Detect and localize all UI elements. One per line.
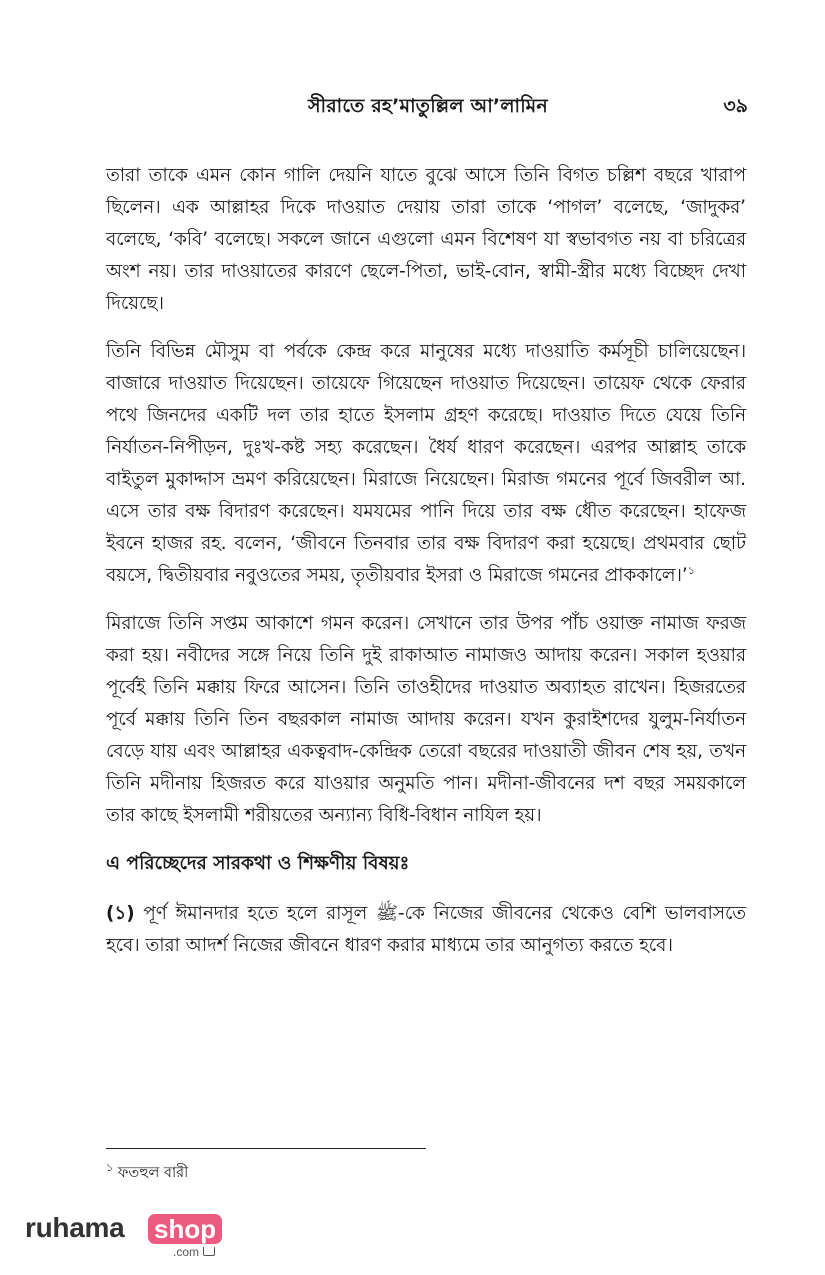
footnote-divider	[106, 1148, 426, 1149]
paragraph-2-text: তিনি বিভিন্ন মৌসুম বা পর্বকে কেন্দ্র করে মানুষের মধ্যে দাওয়াতি কর্মসূচী চালিয়েছেন। বাজারে দাওয়াত দিয়েছেন। তায়েফে গিয়েছেন দাওয়াত দিয়েছেন। তায়েফ থেকে ফেরার পথে জিনদের একটি দল তার হাতে ইসলাম গ্রহণ করেছে। দাওয়াত দিতে যেয়ে তিনি নির্যাতন-নিপীড়ন, দুঃখ-কষ্ট সহ্য করেছেন। ধৈর্য ধারণ করেছেন। এরপর আল্লাহ তাকে বাইতুল মুকাদ্দাস ভ্রমণ করিয়েছেন। মিরাজে নিয়েছেন। মিরাজ গমনের পূর্বে জিবরীল আ. এসে তার বক্ষ বিদারণ করেছেন। যমযমের পানি দিয়ে তার বক্ষ ধৌত করেছেন। হাফেজ ইবনে হাজর রহ. বলেন, ‘জীবনে তিনবার তার বক্ষ বিদারণ করা হয়েছে। প্রথমবার ছোট বয়সে, দ্বিতীয়বার নবুওতের সময়, তৃতীয়বার ইসরা ও মিরাজে গমনের প্রাককালে।’	[106, 341, 746, 586]
page-number: ৩৯	[723, 95, 748, 117]
point-text: পূর্ণ ঈমানদার হতে হলে রাসূল ﷺ-কে নিজের জীবনের থেকেও বেশি ভালবাসতে হবে। তারা আদর্শ নিজের জীবনে ধারণ করার মাধ্যমে তার আনুগত্য করতে হবে।	[106, 903, 747, 956]
cart-icon	[203, 1247, 215, 1256]
paragraph-1: তারা তাকে এমন কোন গালি দেয়নি যাতে বুঝে আসে তিনি বিগত চল্লিশ বছরে খারাপ ছিলেন। এক আল্লাহর দিকে দাওয়াত দেয়ায় তারা তাকে ‘পাগল’ বলেছে, ‘জাদুকর’ বলেছে, ‘কবি’ বলেছে। সকলে জানে এগুলো এমন বিশেষণ যা স্বভাবগত নয় বা চরিত্রের অংশ নয়। তার দাওয়াতের কারণে ছেলে-পিতা, ভাই-বোন, স্বামী-স্ত্রীর মধ্যে বিচ্ছেদ দেখা দিয়েছে।	[106, 165, 746, 314]
logo-shop-badge	[148, 1214, 222, 1244]
paragraph-3: মিরাজে তিনি সপ্তম আকাশে গমন করেন। সেখানে তার উপর পাঁচ ওয়াক্ত নামাজ ফরজ করা হয়। নবীদের সঙ্গে নিয়ে তিনি দুই রাকাআত নামাজও আদায় করেন। সকাল হওয়ার পূর্বেই তিনি মক্কায় ফিরে আসেন। তিনি তাওহীদের দাওয়াত অব্যাহত রাখেন। হিজরতের পূর্বে মক্কায় তিনি তিন বছরকাল নামাজ আদায় করেন। যখন কুরাইশদের যুলুম-নির্যাতন বেড়ে যায় এবং আল্লাহর একত্ববাদ-কেন্দ্রিক তেরো বছরের দাওয়াতী জীবন শেষ হয়, তখন তিনি মদীনায় হিজরত করে যাওয়ার অনুমতি পান। মদীনা-জীবনের দশ বছর সময়কালে তার কাছে ইসলামী শরীয়তের অন্যান্য বিধি-বিধান নাযিল হয়।	[106, 613, 746, 826]
logo-text-dotcom: .com	[173, 1245, 200, 1259]
ruhamashop-logo[interactable]	[25, 1212, 225, 1260]
running-header	[108, 92, 748, 122]
footnote-text: ফতহুল বারী	[117, 1165, 189, 1181]
logo-text-shop: shop	[154, 1214, 217, 1244]
footnote-reference[interactable]: ১	[687, 563, 695, 577]
running-title: সীরাতে রহ’মাতুল্লিল আ’লামিন	[308, 95, 548, 117]
numbered-point-1	[106, 898, 746, 962]
page-body	[106, 160, 746, 978]
paragraph-2	[106, 336, 746, 592]
section-heading: এ পরিচ্ছেদের সারকথা ও শিক্ষণীয় বিষয়ঃ	[106, 853, 410, 874]
footnote	[106, 1162, 188, 1184]
point-number: (১)	[106, 903, 135, 924]
footnote-marker: ১	[106, 1161, 114, 1175]
logo-text-ruhama: ruhama	[25, 1212, 125, 1243]
